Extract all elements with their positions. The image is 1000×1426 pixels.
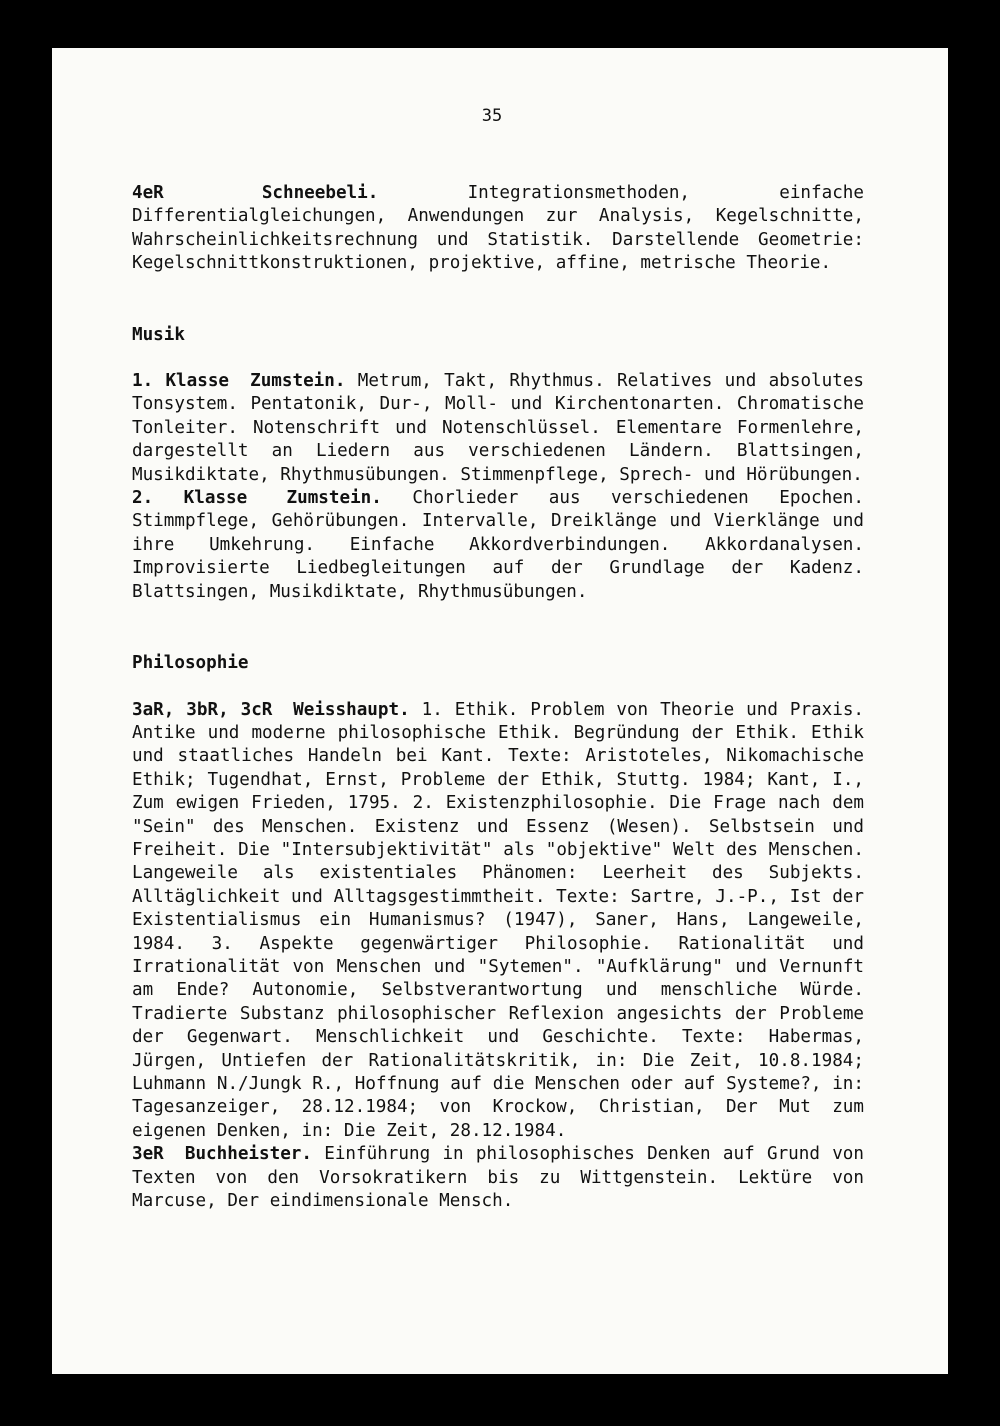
entry-text: 1. Ethik. Problem von Theorie und Praxis. Antike und moderne philosophische Ethik. Begründung der Ethik. Ethik und staatliches Handeln bei Kant. Texte: Aristoteles, Nikomachische Ethik; Tugendhat, Ernst, Probleme der Ethik, Stuttg. 1984; Kant, I., Zum ewigen Frieden, 1795. 2. Existenzphilosophie. Die Frage nach dem "Sein" des Menschen. Existenz und Essenz (Wesen). Selbstsein und Freiheit. Die "Intersubjektivität" als "objektive" Welt des Menschen. Langeweile als existentiales Phänomen: Leerheit des Subjekts. Alltäglichkeit und Alltagsgestimmtheit. Texte: Sartre, J.-P., Ist der Existentialismus ein Humanismus? (1947), Saner, Hans, Langeweile, 1984. 3. Aspekte gegenwärtiger Philosophie. Rationalität und Irrationalität von Menschen und "Sytemen". "Aufklärung" und Vernunft am Ende? Autonomie, Selbstverantwortung und menschliche Würde. Tradierte Substanz philosophischer Reflexion angesichts der Probleme der Gegenwart. Menschlichkeit und Geschichte. Texte: Habermas, Jürgen, Untiefen der Rationalitätskritik, in: Die Zeit, 10.8.1984; Luhmann N./Jungk R., Hoffnung auf die Menschen oder auf Systeme?, in: Tagesanzeiger, 28.12.1984; von Krockow, Christian, Der Mut zum eigenen Denken, in: Die Zeit, 28.12.1984. [132,699,865,1141]
section-heading-philosophie: Philosophie [132,653,249,674]
entry-musik-1 [132,370,864,487]
teacher-name: Zumstein. [286,488,382,509]
entry-philosophie-3eR [132,1143,864,1213]
class-ref: 3eR [132,1144,164,1165]
entry-text: Metrum, Takt, Rhythmus. Relatives und absolutes Tonsystem. Pentatonik, Dur-, Moll- und Kirchentonarten. Chromatische Tonleiter. Notenschrift und Notenschlüssel. Elementare Formenlehre, dargestellt an Liedern aus verschiedenen Ländern. Blattsingen, Musikdiktate, Rhythmusübungen. Stimmenpflege, Sprech- und Hörübungen. [132,371,865,485]
entry-math-4eR [132,182,864,276]
teacher-name: Weisshaupt. [293,699,410,720]
class-ref: 2. Klasse [132,488,248,509]
teacher-name: Schneebeli. [261,183,379,203]
entry-text: Integrationsmethoden, einfache Differentialgleichungen, Anwendungen zur Analysis, Kegelschnitte, Wahrscheinlichkeitsrechnung und Statistik. Darstellende Geometrie: Kegelschnittkonstruktionen, projektive, affine, metrische Theorie. [132,183,864,274]
entry-text: Chorlieder aus verschiedenen Epochen. Stimmpflege, Gehörübungen. Intervalle, Dreiklänge und Vierklänge und ihre Umkehrung. Einfache Akkordverbindungen. Akkordanalysen. Improvisierte Liedbegleitungen auf der Grundlage der Kadenz. Blattsingen, Musikdiktate, Rhythmusübungen. [132,488,864,602]
class-ref: 4eR [132,183,164,203]
teacher-name: Buchheister. [184,1144,312,1165]
document-page [52,48,948,1374]
class-ref: 1. Klasse [132,371,230,392]
teacher-name: Zumstein. [250,371,346,392]
page-number: 35 [481,106,503,126]
entry-text: Einführung in philosophisches Denken auf Grund von Texten von den Vorsokratikern bis zu Wittgenstein. Lektüre von Marcuse, Der eindimensionale Mensch. [132,1144,864,1212]
section-heading-musik: Musik [132,324,185,345]
class-ref: 3aR, 3bR, 3cR [132,699,273,720]
entry-musik-2 [132,487,864,604]
page-content [132,182,864,1213]
entry-philosophie-3aR-3bR-3cR [132,699,864,1144]
